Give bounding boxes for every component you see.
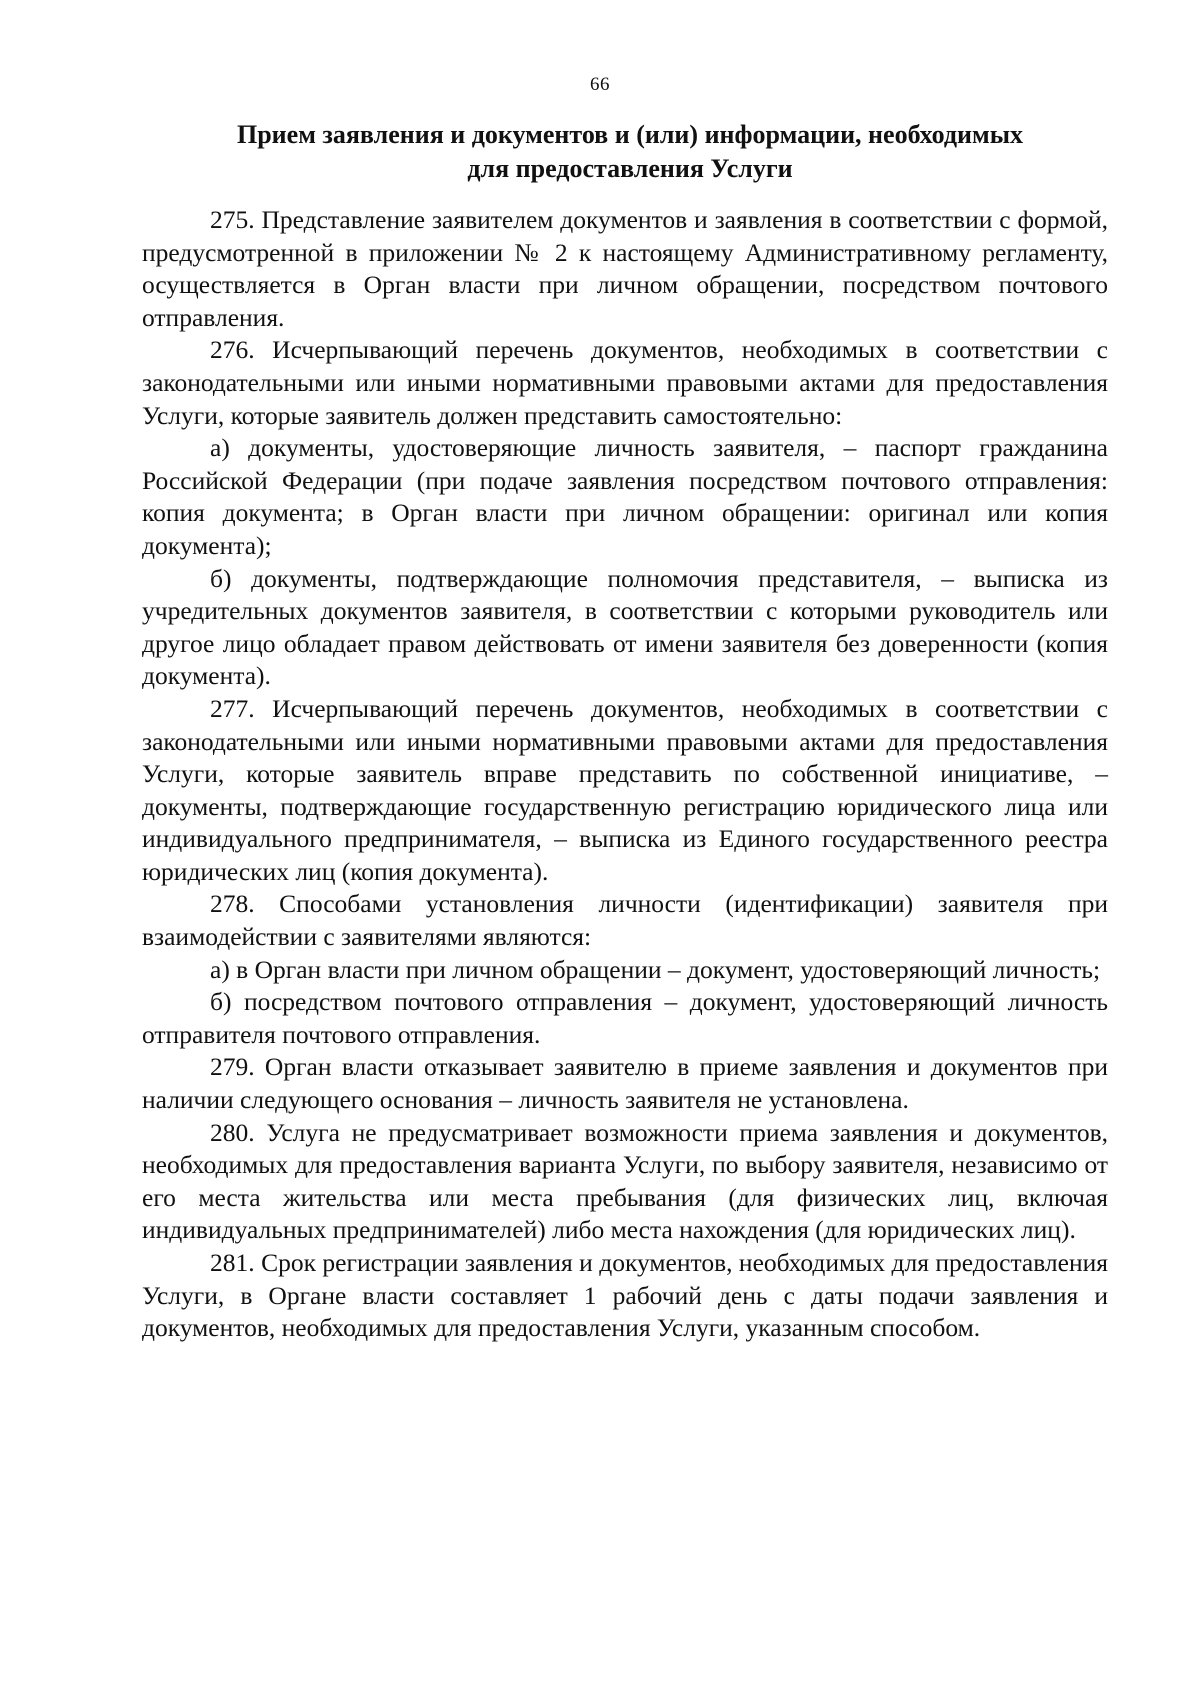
section-heading-line-2: для предоставления Услуги xyxy=(467,154,793,183)
paragraph-276-b: б) документы, подтверждающие полномочия представителя, – выписка из учредительных документов заявителя, в соответствии с которыми руководитель или другое лицо обладает правом действовать от имени заявителя без доверенности (копия документа). xyxy=(142,563,1108,691)
page-number: 66 xyxy=(590,74,610,95)
paragraph-276-a: а) документы, удостоверяющие личность заявителя, – паспорт гражданина Российской Федерации (при подаче заявления посредством почтового отправления: копия документа; в Орган власти при личном обращении: оригинал или копия документа); xyxy=(142,433,1108,560)
paragraph-278: 278. Способами установления личности (идентификации) заявителя при взаимодействии с заявителями являются: xyxy=(142,889,1108,952)
section-heading xyxy=(150,118,1110,186)
paragraph-276: 276. Исчерпывающий перечень документов, необходимых в соответствии с законодательными или иными нормативными правовыми актами для предоставления Услуги, которые заявитель должен представить самостоятельно: xyxy=(142,335,1108,430)
paragraph-278-b: б) посредством почтового отправления – документ, удостоверяющий личность отправителя почтового отправления. xyxy=(142,987,1108,1049)
paragraph-275: 275. Представление заявителем документов и заявления в соответствии с формой, предусмотренной в приложении № 2 к настоящему Административному регламенту, осуществляется в Орган власти при личном обращении, посредством почтового отправления. xyxy=(142,205,1108,332)
document-body xyxy=(142,204,1108,1345)
paragraph-278-a: а) в Орган власти при личном обращении – документ, удостоверяющий личность; xyxy=(210,954,1101,984)
section-heading-line-1: Прием заявления и документов и (или) информации, необходимых xyxy=(236,120,1023,149)
paragraph-277: 277. Исчерпывающий перечень документов, необходимых в соответствии с законодательными или иными нормативными правовыми актами для предоставления Услуги, которые заявитель вправе представить по собственной инициативе, – документы, подтверждающие государственную регистрацию юридического лица или индивидуального предпринимателя, – выписка из Единого государственного реестра юридических лиц (копия документа). xyxy=(142,693,1108,886)
paragraph-281: 281. Срок регистрации заявления и документов, необходимых для предоставления Услуги, в Органе власти составляет 1 рабочий день с даты подачи заявления и документов, необходимых для предоставления Услуги, указанным способом. xyxy=(142,1248,1108,1343)
paragraph-279: 279. Орган власти отказывает заявителю в приеме заявления и документов при наличии следующего основания – личность заявителя не установлена. xyxy=(142,1052,1108,1115)
paragraph-280: 280. Услуга не предусматривает возможности приема заявления и документов, необходимых для предоставления варианта Услуги, по выбору заявителя, независимо от его места жительства или места пребывания (для физических лиц, включая индивидуальных предпринимателей) либо места нахождения (для юридических лиц). xyxy=(142,1117,1108,1245)
